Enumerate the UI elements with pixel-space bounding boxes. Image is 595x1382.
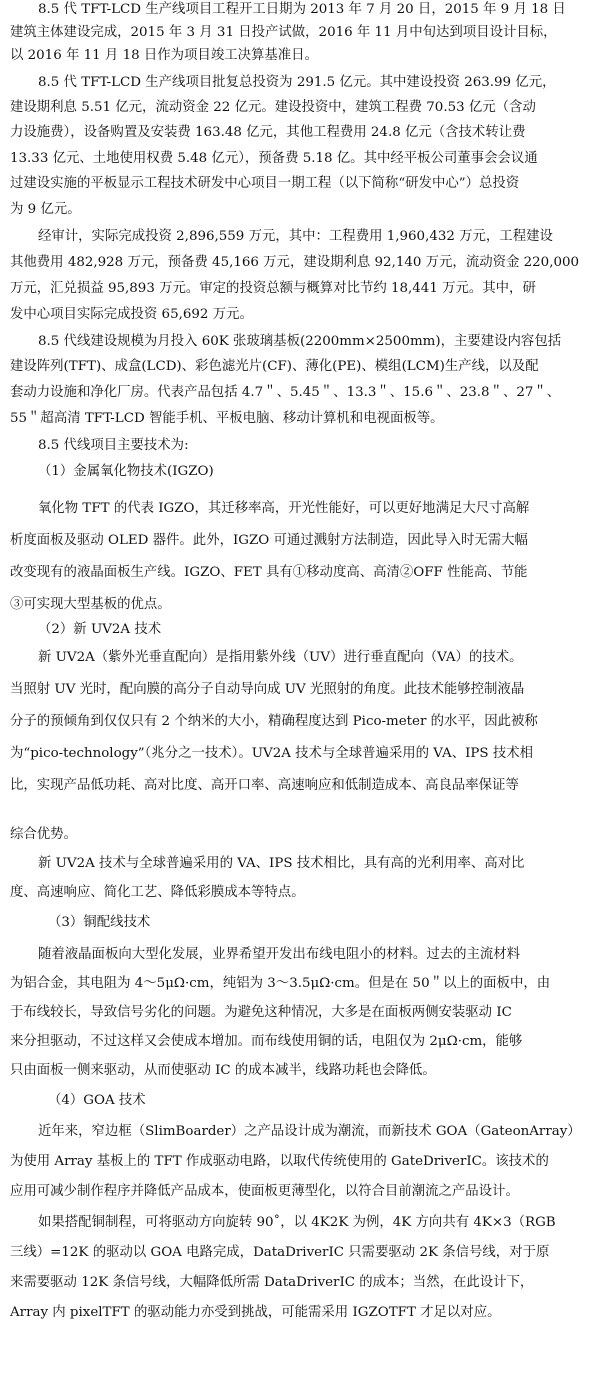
text-line: 三线）=12K 的驱动以 GOA 电路完成，DataDriverIC 只需要驱动 2K 条信号线，对于原 (10, 1245, 550, 1260)
text-line: 只由面板一侧来驱动，从而使驱动 IC 的成本减半，线路功耗也会降低。 (10, 1063, 436, 1078)
text-line: 13.33 亿元、土地使用权费 5.48 亿元），预备费 5.18 亿。其中经平板公司董事会会议通 (10, 151, 538, 166)
text-line: 力设施费），设备购置及安装费 163.48 亿元，其他工程费用 24.8 亿元（含技术转让费 (10, 125, 526, 140)
text-line: 析度面板及驱动 OLED 器件。此外，IGZO 可通过溅射方法制造，因此导入时无需大幅 (10, 533, 528, 548)
text-line: 比，实现产品低功耗、高对比度、高开口率、高速响应和低制造成本、高良品率保证等 (10, 778, 519, 793)
text-line: Array 内 pixelTFT 的驱动能力亦受到挑战，可能需采用 IGZOTFT 才足以对应。 (10, 1305, 501, 1320)
text-line: 为“pico-technology”（兆分之一技术）。UV2A 技术与全球普遍采用的 VA、IPS 技术相 (10, 746, 534, 761)
text-line: 新 UV2A 技术与全球普遍采用的 VA、IPS 技术相比，具有高的光利用率、高对比 (38, 856, 525, 871)
text-line: 8.5 代线建设规模为月投入 60K 张玻璃基板(2200mm×2500mm)，主要建设内容包括 (38, 334, 562, 349)
text-line: 建设阵列(TFT)、成盒(LCD)、彩色滤光片(CF)、薄化(PE)、模组(LCM)生产线，以及配 (10, 359, 539, 374)
text-line: 氧化物 TFT 的代表 IGZO，其迁移率高，开光性能好，可以更好地满足大尺寸高解 (38, 501, 530, 516)
text-line: 55＂超高清 TFT-LCD 智能手机、平板电脑、移动计算机和电视面板等。 (10, 411, 444, 426)
section-heading: （2）新 UV2A 技术 (38, 622, 162, 637)
text-line: 如果搭配铜制程，可将驱动方向旋转 90˚，以 4K2K 为例，4K 方向共有 4K×3（RGB (38, 1215, 556, 1230)
text-line: 经审计，实际完成投资 2,896,559 万元，其中：工程费用 1,960,432 万元，工程建设 (38, 229, 553, 244)
text-line: 为 9 亿元。 (10, 202, 81, 217)
text-line: 于布线较长，导致信号劣化的问题。为避免这种情况，大多是在面板两侧安装驱动 IC (10, 1005, 512, 1020)
text-line: 发中心项目实际完成投资 65,692 万元。 (10, 307, 253, 322)
text-line: 应用可减少制作程序并降低产品成本，使面板更薄型化，以符合目前潮流之产品设计。 (10, 1184, 519, 1199)
text-line: 建筑主体建设完成，2015 年 3 月 31 日投产试做，2016 年 11 月中旬达到项目设计目标， (10, 25, 557, 40)
text-line: 新 UV2A（紫外光垂直配向）是指用紫外线（UV）进行垂直配向（VA）的技术。 (38, 650, 523, 665)
text-line: 8.5 代 TFT-LCD 生产线项目工程开工日期为 2013 年 7 月 20 日，2015 年 9 月 18 日 (38, 2, 566, 17)
text-line: 改变现有的液晶面板生产线。IGZO、FET 具有①移动度高、高清②OFF 性能高、节能 (10, 565, 528, 580)
text-line: 套动力设施和净化厂房。代表产品包括 4.7＂、5.45＂、13.3＂、15.6＂、23.8＂、27＂、 (10, 385, 561, 400)
text-line: 分子的预倾角到仅仅只有 2 个纳米的大小，精确程度达到 Pico-meter 的水平，因此被称 (10, 714, 538, 729)
text-line: 来需要驱动 12K 条信号线，大幅降低所需 DataDriverIC 的成本；当然，在此设计下， (10, 1275, 534, 1290)
text-line: 为使用 Array 基板上的 TFT 作成驱动电路，以取代传统使用的 GateDriverIC。该技术的 (10, 1154, 549, 1169)
text-line: 万元，汇兑损益 95,893 万元。审定的投资总额与概算对比节约 18,441 万元。其中，研 (10, 281, 536, 296)
text-line: 为铝合金，其电阻为 4～5μΩ·cm，纯铝为 3～3.5μΩ·cm。但是在 50＂以上的面板中，由 (10, 976, 551, 991)
text-line: 过建设实施的平板显示工程技术研发中心项目一期工程（以下简称“研发中心”）总投资 (10, 176, 520, 191)
text-line: 8.5 代 TFT-LCD 生产线项目批复总投资为 291.5 亿元。其中建设投资 263.99 亿元， (38, 75, 556, 90)
section-heading: （4）GOA 技术 (48, 1093, 146, 1108)
section-intro: 8.5 代线项目主要技术为: (38, 438, 189, 453)
text-line: 来分担驱动，不过这样又会使成本增加。而布线使用铜的话，电阻仅为 2μΩ·cm，能够 (10, 1034, 523, 1049)
text-line: 近年来，窄边框（SlimBoarder）之产品设计成为潮流，而新技术 GOA（GateonArray） (38, 1124, 581, 1139)
section-heading: （1）金属氧化物技术(IGZO) (38, 464, 214, 479)
text-line: 度、高速响应、简化工艺、降低彩膜成本等特点。 (10, 885, 305, 900)
text-line: 综合优势。 (10, 827, 77, 842)
text-line: 其他费用 482,928 万元，预备费 45,166 万元，建设期利息 92,140 万元，流动资金 220,000 (10, 255, 580, 270)
text-line: 随着液晶面板向大型化发展，业界希望开发出布线电阻小的材料。过去的主流材料 (38, 947, 521, 962)
text-line: 以 2016 年 11 月 18 日作为项目竣工决算基准日。 (10, 48, 318, 63)
section-heading: （3）铜配线技术 (48, 915, 151, 930)
text-line: ③可实现大型基板的优点。 (10, 597, 171, 612)
text-line: 当照射 UV 光时，配向膜的高分子自动导向成 UV 光照射的角度。此技术能够控制液晶 (10, 682, 525, 697)
text-line: 建设期利息 5.51 亿元，流动资金 22 亿元。建设投资中，建筑工程费 70.53 亿元（含动 (10, 100, 536, 115)
